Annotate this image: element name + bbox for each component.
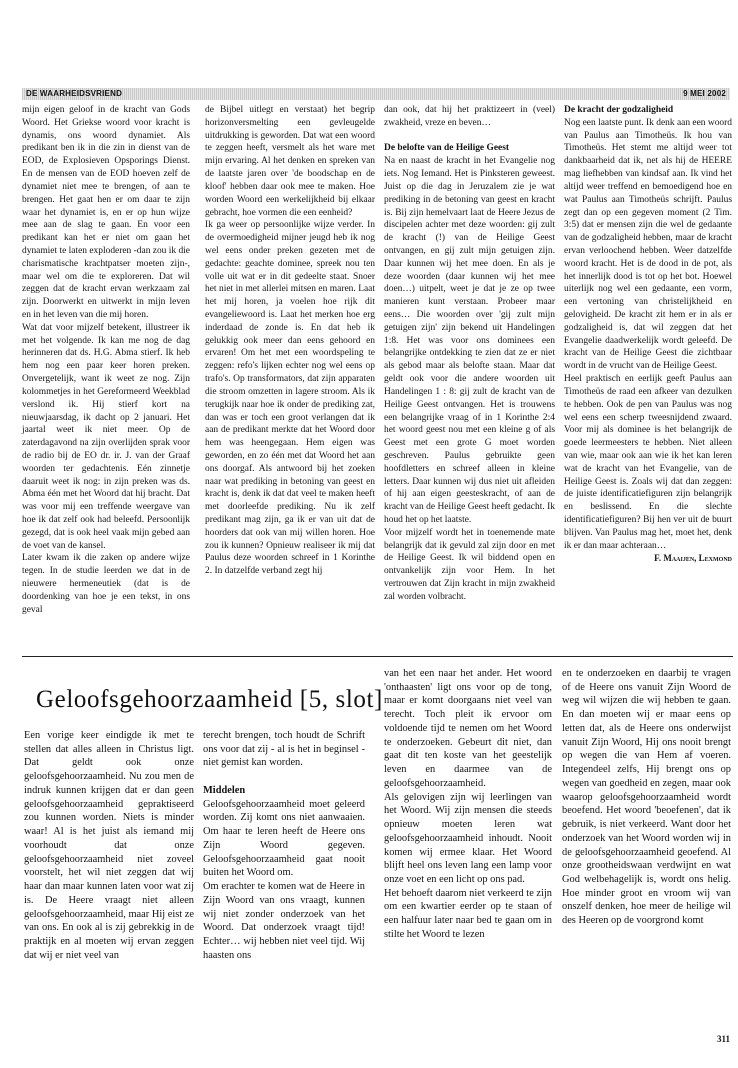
paragraph: Geloofsgehoorzaamheid moet geleerd worden. Zij komt ons niet aanwaaien. Om haar te leren heeft de Heere ons Zijn Woord gegeven. Geloofsgehoorzaamheid gaat nooit buiten het Woord om.: [203, 798, 365, 879]
section-heading: Middelen: [203, 784, 246, 796]
top-column-4: [564, 104, 732, 565]
page-number: 311: [716, 1034, 730, 1044]
article-column-3: [384, 667, 552, 942]
paragraph: van het een naar het ander. Het woord 'onthaasten' ligt ons voor op de tong, maar er komt doorgaans niet veel van terecht. Toch pleit ik ervoor om voldoende tijd te nemen om het Woord te onderzoeken. Gebeurt dit niet, dan gaat dit ten koste van het geestelijk leven en daarmee van de geloofsgehoorzaamheid.: [384, 668, 552, 789]
paragraph: Om erachter te komen wat de Heere in Zijn Woord van ons vraagt, kunnen wij niet zonder onderzoek van het Woord. Dat onderzoek vraagt tijd! Echter… wij hebben niet veel tijd. Wij haasten ons: [203, 881, 365, 961]
issue-date: 9 MEI 2002: [683, 89, 726, 98]
paragraph: terecht brengen, toch houdt de Schrift ons voor dat zij - al is het in beginsel - niet gemist kan worden.: [203, 730, 365, 769]
paragraph: en te onderzoeken en daarbij te vragen of de Heere ons vanuit Zijn Woord de weg wil wijzen die wij hebben te gaan. En dan moeten wij er maar eens op letten dat, als de Heere ons onderwijst vanuit Zijn Woord, Hij ons nooit brengt op wegen die van Hem af voeren. Integendeel zelfs, Hij brengt ons op wegen van goedheid en zegen, maar ook waarop geloofsgehoorzaamheid wordt beoefend. Het woord 'beoefenen', dat ik gebruik, is niet verkeerd. Want door het onderzoek van het Woord worden wij in de geloofsgehoorzaamheid geoefend. Al onze grootheidswaan verdwijnt en wat God welbehagelijk is, wordt ons helig. Hoe minder groot en vroom wij van onszelf denken, hoe meer de heilige wil des Heeren op de voorgrond komt: [562, 668, 731, 927]
author-signature: F. Maaijen, Lexmond: [654, 553, 732, 564]
paragraph: Het behoeft daarom niet verkeerd te zijn om een kwartier eerder op te staan of een halfuur later naar bed te gaan om in stilte het Woord te lezen: [384, 887, 552, 940]
article-column-1: [24, 729, 194, 962]
paragraph: Voor mijzelf wordt het in toenemende mate belangrijk dat ik gevuld zal zijn door en met de Heilige Geest. Ik wil biddend open en ontvankelijk zijn voor Hem. In het vertrouwen dat Zijn kracht in mijn zwakheid zal worden volbracht.: [384, 527, 555, 602]
article-column-4: [562, 667, 731, 928]
top-column-3: [384, 104, 555, 604]
paragraph: Later kwam ik die zaken op andere wijze tegen. In de studie leerden we dat in de nieuwere hermeneutiek (dat is de doordenking van hoe je een tekst, in ons geval: [22, 553, 190, 615]
article-title: Geloofsgehoorzaamheid [5, slot]: [36, 686, 383, 713]
paragraph: mijn eigen geloof in de kracht van Gods Woord. Het Griekse woord voor kracht is dynamis, ons woord dynamiet. Als predikant ben ik in die zin in dienst van de EOD, de Explosieven Opsporings Dienst. En de mensen van de EOD hoeven zelf de dynamiet niet mee te brengen, of aan te brengen. Het gaat hen er om daar te zijn waar het dynamiet is, en er op hun wijze mee aan de slag te gaan. En voor een predikant kan het er niet om gaan het dynamiet te laten exploderen -dan zou ik die charismatische krachtpatser moeten zijn-, maar wel om die te exploreren. Dat wil zeggen dat de kracht ervan werkzaam zal zijn. Doorwerkt en uitwerkt in mijn leven en in het leven van die mij horen.: [22, 105, 190, 320]
section-heading: De belofte van de Heilige Geest: [384, 143, 510, 154]
section-heading: De kracht der godzaligheid: [564, 105, 674, 115]
paragraph: Heel praktisch en eerlijk geeft Paulus aan Timotheüs de raad een afkeer van dezulken te hebben. Ook de pen van Paulus was nog wel eens een scherp tweesnijdend zwaard. Voor mij als dominee is het belangrijk de goede leermeesters te hebben. Niet alleen van wie, maar ook aan wie ik het kan leren wat de kracht van het Evangelie, van de Heilige Geest is. Zoals wij dat dan zeggen: de juiste identificatiefiguren zijn belangrijk en beslissend. En die slechte identificatiefiguren? Bij hen ver uit de buurt blijven. Van Paulus mag het, moet het, denk ik er dan maar achteraan…: [564, 374, 732, 551]
section-divider: [22, 656, 733, 657]
paragraph: Nog een laatste punt. Ik denk aan een woord van Paulus aan Timotheüs. Ik hou van Timotheüs. Het stemt me altijd weer tot dankbaarheid dat ik, net als hij de HEERE mag liefhebben van kindsaf aan. Ik vind het altijd weer treffend en bemoedigend hoe en wat Paulus aan Timotheüs schrijft. Paulus zegt dan op een gegeven moment (2 Tim. 3:5) dat er mensen zijn die wel de gedaante van de godzaligheid hebben, maar de kracht ervan verloochend hebben. Weer datzelfde woord kracht. Het is de dood in de pot, als het innerlijk dood is tot op het bot. Hoewel uiterlijk nog wel een gedaante, een vorm, een vertoning van christelijkheid en gelovigheid. De kracht zit hem er in als er godzaligheid is, dat wil zeggen dat het Evangelie daadwerkelijk wordt geleefd. De kracht van de Heilige Geest die zichtbaar wordt in de vrucht van de Heilige Geest.: [564, 117, 732, 372]
paragraph: Ik ga weer op persoonlijke wijze verder. In de overmoedigheid mijner jeugd heb ik nog wel eens onder preken gezeten met de gedachte: geachte dominee, spreek nou ten volle uit wat er in dit gedeelte staat. Snoer het niet in met allerlei mitsen en maren. Laat het mij horen, ja voelen hoe rijk dit evangeliewoord is. Laat het merken hoe erg inderdaad de zonde is. En dat heb ik gelukkig ook meer dan eens gehoord en ervaren! Om het met een woordspeling te zeggen: refo's lijken echter nog wel eens op trafo's. Op transformators, dat zijn apparaten die stroom omzetten in lagere stroom. Als ik terugkijk naar hoe ik onder de prediking zat, dan was er toch een groot verlangen dat ik aan de predikant merkte dat het Woord door hem was heengegaan. Hem eigen was geworden, en zo één met dat Woord het aan ons doorgaf. Als antwoord bij het zoeken naar wat prediking in betoning van geest en kracht is, denk ik dat dat veel te maken heeft met doorleefde prediking. Nu ik zelf predikant mag zijn, ga ik er van uit dat de hoorders dat ook van mij willen horen. Hoe zou ik kunnen? Opnieuw realiseer ik mij dat Paulus deze woorden schreef in 1 Korinthe 2. In datzelfde verband zegt hij: [205, 220, 375, 577]
paragraph: dan ook, dat hij het praktizeert in (veel) zwakheid, vreze en beven…: [384, 105, 555, 128]
publication-name: DE WAARHEIDSVRIEND: [26, 89, 123, 98]
top-column-1: [22, 104, 190, 617]
masthead-bar: [22, 88, 730, 100]
paragraph: Wat dat voor mijzelf betekent, illustreer ik met het volgende. Ik kan me nog de dag herinneren dat ds. H.G. Abma stierf. Ik heb hem nog een paar keer horen preken. Onvergetelijk, want ik weet ze nog. Zijn kolommetjes in het Gereformeerd Weekblad verslond ik. Hij stierf kort na nieuwjaarsdag, ik dacht op 2 januari. Het jaartal weet ik niet meer. Op de zaterdagavond na zijn overlijden sprak voor de radio bij de EO dr. ir. J. van der Graaf woorden ter gedachtenis. Eén zinnetje daaruit weet ik nog: in zijn preken was ds. Abma één met het Woord dat hij bracht. Dat was voor mij een treffende weergave van hoe ik dat zelf ook had beleefd. Persoonlijk gezegd, dat is ook heel vaak mijn gebed aan de voet van de kansel.: [22, 322, 190, 551]
paragraph: de Bijbel uitlegt en verstaat) het begrip horizonversmelting een gevleugelde uitdrukking is geworden. Dat wat een woord te zeggen heeft, versmelt als het ware met mijn ervaring. Al het denken en spreken van de laatste jaren over 'de boodschap en de kloof' hebben daar ook mee te maken. Hoe worden Woord een werkelijkheid bij elkaar gebracht, hoe vormen die een eenheid?: [205, 105, 375, 218]
top-column-2: [205, 104, 375, 578]
article-column-2: [203, 729, 365, 962]
paragraph: Als gelovigen zijn wij leerlingen van het Woord. Wij zijn mensen die steeds opnieuw moeten leren wat geloofsgehoorzaamheid inhoudt. Nooit komen wij ermee klaar. Het Woord blijft heel ons leven lang een lamp voor onze voet en een licht op ons pad.: [384, 791, 552, 886]
paragraph: Een vorige keer eindigde ik met te stellen dat alles alleen in Christus ligt. Dat geldt ook onze geloofsgehoorzaamheid. Nu zou men de indruk kunnen krijgen dat er dan geen geloofsgehoorzaamheid gepraktiseerd zou kunnen worden. Niets is minder waar! Al is het juist als iemand mij voorhoudt dat onze geloofsgehoorzaamheid niet zoveel voorstelt, het wil niet zeggen dat wij haar dan maar kunnen laten voor wat zij is. De Heere vraagt niet alleen geloofsgehoorzaamheid, maar Hij eist ze van ons. En ook al is zij gebrekkig in de praktijk en al moeten wij ervan zeggen dat wij er niet veel van: [24, 730, 194, 961]
paragraph: Na en naast de kracht in het Evangelie nog iets. Nog Iemand. Het is Pinksteren geweest. Juist op die dag in Jeruzalem zie je wat prediking in de betoning van geest en kracht is. Bij zijn hemelvaart laat de Heere Jezus de discipelen achter met deze woorden: gij zult de kracht (!) van de Heilige Geest ontvangen, en gij zult mijn getuigen zijn. Daar kunnen wij het mee doen. En als je deze woorden (daar kunnen wij het mee doen…) uitpelt, weet je dat je ze op twee manieren kunt verstaan. Probeer maar eens… Die woorden over 'gij zult mijn getuigen zijn' zijn bekend uit Handelingen 1:8. Het was voor ons dominees een belangrijke ontdekking te zien dat ze er niet als gebod maar als belofte staan. Maar dat geldt ook voor die andere woorden uit Handelingen 1 : 8: gij zult de kracht van de Heilige Geest ontvangen. Het is trouwens een belangrijke vraag of in 1 Korinthe 2:4 het woord geest nou met een kleine g of als Geest met een grote G moet worden geschreven. Paulus gebruikte geen hoofdletters en schreef alleen in kleine letters. Daar kunnen wij dus niet uit afleiden of hij aan eigen geesteskracht, of aan de kracht van de Heilige Geest heeft gedacht. Ik houd het op het laatste.: [384, 156, 555, 525]
